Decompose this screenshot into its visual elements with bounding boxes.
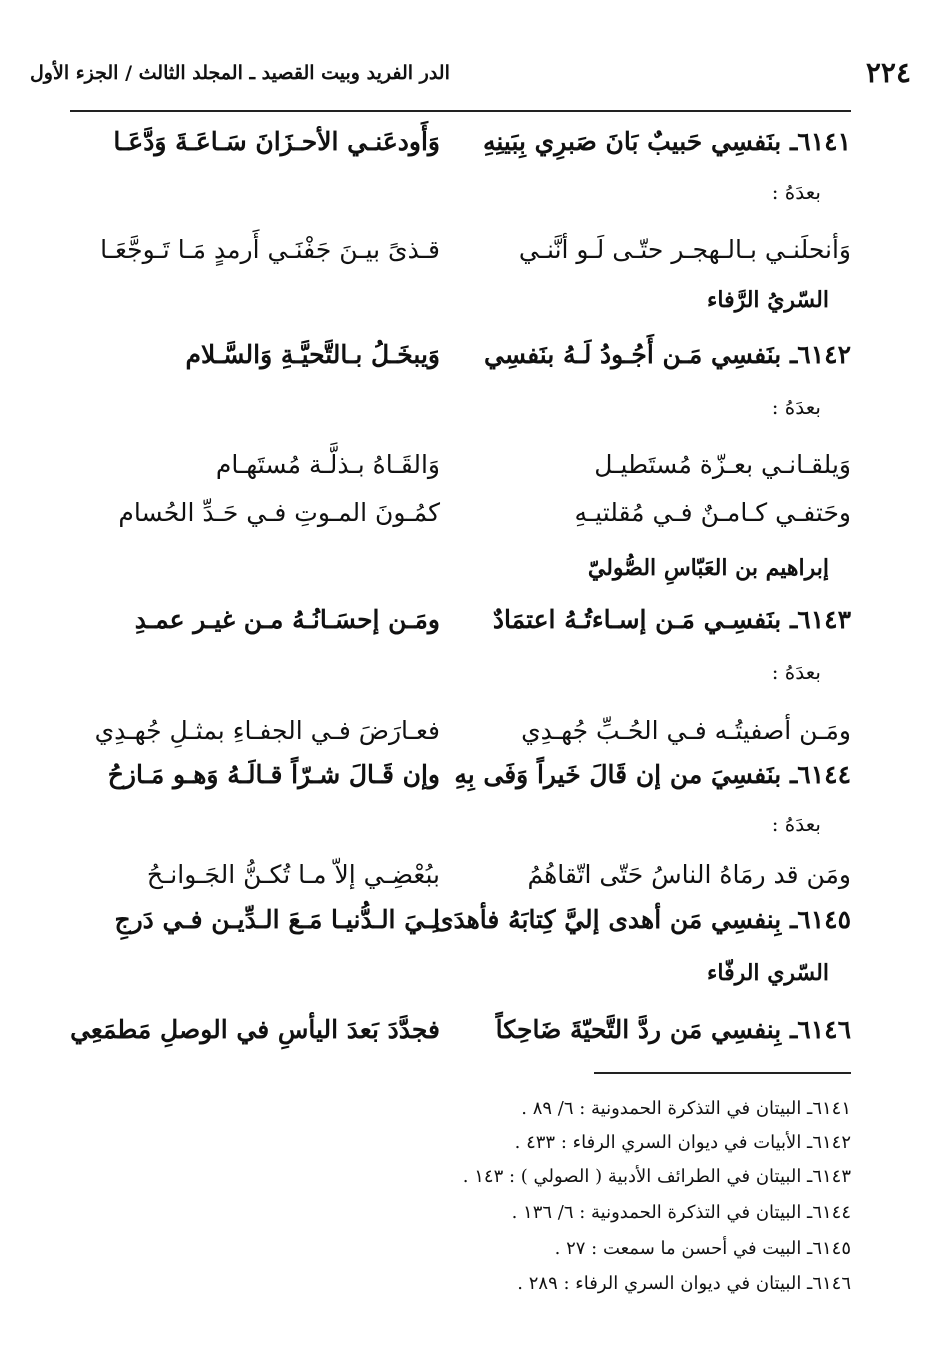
verse-first-hemistich: وَيلقـانـي بعـزّة مُستَطيـل <box>594 450 851 479</box>
footnote: ٦١٤٥ـ البيت في أحسن ما سمعت : ٢٧ . <box>554 1238 851 1259</box>
footnote: ٦١٤٣ـ البيتان في الطرائف الأدبية ( الصولي ) : ١٤٣ . <box>462 1166 851 1187</box>
verse-second-hemistich: فجدَّدَ بَعدَ اليأسِ في الوصلِ مَطمَعِي <box>70 1015 440 1044</box>
verse-line <box>70 760 851 800</box>
verse-first-hemistich: وَأنحلَنـي بـالـهجـر حتّـى لَـو أنَّنـي <box>518 235 851 264</box>
after-it-label: بعدَهُ : <box>771 395 821 419</box>
verse-line <box>70 235 851 275</box>
verse-second-hemistich: ومَـن إحسَـانُـهُ مـن غيـر عمـدِ <box>134 605 440 634</box>
poet-name: السّريُ الرَّفاء <box>707 287 829 313</box>
verse-first-hemistich: ٦١٤٥ـ بِنفسِي مَن أهدى إليَّ كِتابَهُ فأهدَى <box>433 905 851 934</box>
verse-line <box>70 716 851 756</box>
verse-line <box>70 860 851 900</box>
verse-second-hemistich: وَالقَـاهُ بـذلَّـة مُستَهـام <box>215 450 440 479</box>
footnote: ٦١٤١ـ البيتان في التذكرة الحمدونية : ٦/ ٨٩ . <box>521 1098 851 1119</box>
verse-first-hemistich: ٦١٤٦ـ بِنفسِي مَن ردَّ التَّحيّةَ ضَاحِكاً <box>495 1015 851 1044</box>
label-line <box>70 180 851 220</box>
footnote: ٦١٤٢ـ الأبيات في ديوان السري الرفاء : ٤٣٣ . <box>514 1132 851 1153</box>
header-divider <box>70 110 851 112</box>
footnote-divider <box>594 1072 851 1074</box>
verse-line <box>70 605 851 645</box>
verse-first-hemistich: ومَـن أصفيتُـه فـي الحُـبِّ جُهـدِي <box>521 716 851 745</box>
after-it-label: بعدَهُ : <box>771 180 821 204</box>
verse-second-hemistich: وإن قَـالَ شـرّاً قـالَـهُ وَهـو مَـازحُ <box>107 760 440 789</box>
running-header <box>30 56 911 96</box>
poet-name: إبراهيم بن العَبّاسِ الصُّوليّ <box>587 555 829 581</box>
verse-line <box>70 905 851 945</box>
verse-line <box>70 1015 851 1055</box>
footnote: ٦١٤٤ـ البيتان في التذكرة الحمدونية : ٦/ ١٣٦ . <box>511 1202 851 1223</box>
poet-line <box>70 555 851 595</box>
verse-line <box>70 127 851 167</box>
verse-line <box>70 450 851 490</box>
verse-first-hemistich: ٦١٤٤ـ بنَفسِيَ من إن قَالَ خَيراً وَفَى بِهِ <box>454 760 851 789</box>
label-line <box>70 812 851 852</box>
label-line <box>70 395 851 435</box>
footnote: ٦١٤٦ـ البيتان في ديوان السري الرفاء : ٢٨٩ . <box>517 1273 851 1294</box>
verse-first-hemistich: ٦١٤٢ـ بنَفسِي مَـن أَجُـودُ لَـهُ بنَفسِي <box>484 340 851 369</box>
verse-second-hemistich: كمُـونَ المـوتِ فـي حَـدِّ الحُسام <box>118 498 440 527</box>
running-title <box>30 62 851 84</box>
verse-first-hemistich: وحَتفـي كـامـنٌ فـي مُقلتيـهِ <box>574 498 851 527</box>
poet-line <box>70 287 851 327</box>
verse-line <box>70 498 851 538</box>
verse-line <box>70 340 851 380</box>
running-title-text: الدر الفريد وبيت القصيد ـ المجلد الثالث / الجزء الأول <box>30 62 450 84</box>
verse-first-hemistich: ٦١٤٣ـ بنَفسِـي مَـن إسـاءتُـهُ اعتمَادٌ <box>492 605 851 634</box>
verse-second-hemistich: ببُعْضِـي إلاّ مـا تُكـنُّ الجَـوانـحُ <box>146 860 440 889</box>
verse-first-hemistich: ومَن قد رمَاهُ الناسُ حَتّى اتّقاهُمُ <box>527 860 851 889</box>
verse-second-hemistich: فعـارَضَ فـي الجفـاءِ بمثـلِ جُهـدِي <box>94 716 440 745</box>
label-line <box>70 660 851 700</box>
verse-first-hemistich: ٦١٤١ـ بنَفسِي حَبيبٌ بَانَ صَبرِي بِبَينِهِ <box>482 127 851 156</box>
poet-name: السّري الرفّاء <box>707 960 829 986</box>
after-it-label: بعدَهُ : <box>771 660 821 684</box>
verse-second-hemistich: وَأَودعَنـي الأحـزَانَ سَـاعَـةَ وَدَّعَـا <box>113 127 440 156</box>
after-it-label: بعدَهُ : <box>771 812 821 836</box>
poet-line <box>70 960 851 1000</box>
verse-second-hemistich: قـذىً بيـنَ جَفْنَـي أَرمدٍ مَـا تَـوجَّعَـا <box>100 235 440 264</box>
verse-second-hemistich: وَيبخَـلُ بـالتَّحيَّـةِ وَالسَّـلام <box>185 340 440 369</box>
verse-second-hemistich: لِـيَ الـدُّنيـا مَـعَ الـدِّيـن فـي دَرجِ <box>114 905 440 934</box>
page-number: ٢٢٤ <box>865 56 911 89</box>
